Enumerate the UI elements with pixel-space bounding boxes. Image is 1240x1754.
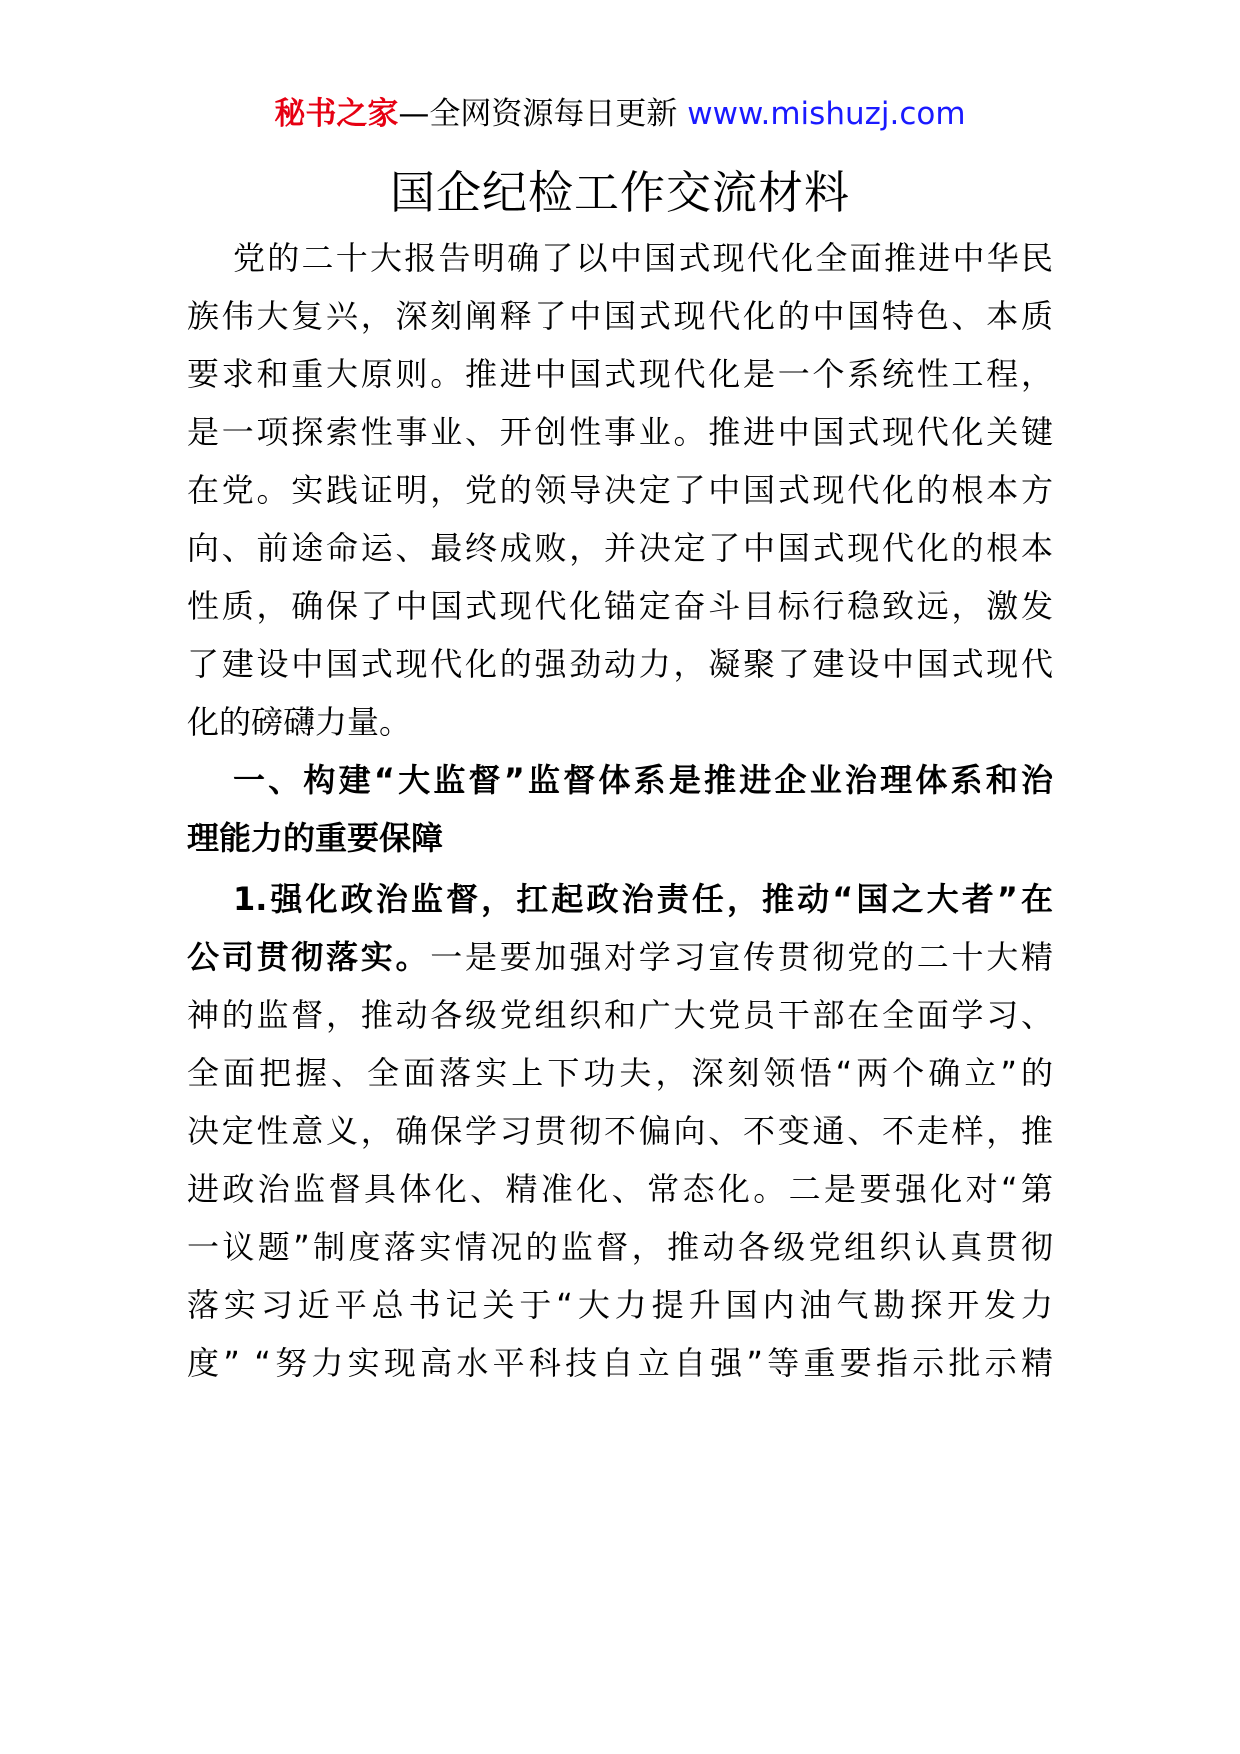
document-title: 国企纪检工作交流材料 <box>389 166 850 219</box>
paragraph-line: 党的二十大报告明确了以中国式现代化全面推进中华民 <box>233 239 1053 277</box>
paragraph-line: 化的磅礴力量。 <box>187 703 412 741</box>
paragraph-line: 要求和重大原则。推进中国式现代化是一个系统性工程， <box>187 355 1053 393</box>
paragraph-line: 进政治监督具体化、精准化、常态化。二是要强化对“第 <box>187 1170 1053 1208</box>
paragraph-line: 性质，确保了中国式现代化锚定奋斗目标行稳致远，激发 <box>187 587 1053 625</box>
paragraph-line: 度” “努力实现高水平科技自立自强”等重要指示批示精 <box>187 1344 1053 1382</box>
subsection-heading-end: 公司贯彻落实。 <box>187 938 431 976</box>
paragraph-line: 在党。实践证明，党的领导决定了中国式现代化的根本方 <box>187 471 1053 509</box>
paragraph-line <box>187 935 1053 979</box>
paragraph-line: 了建设中国式现代化的强劲动力，凝聚了建设中国式现代 <box>187 645 1053 683</box>
paragraph-line: 向、前途命运、最终成败，并决定了中国式现代化的根本 <box>187 529 1053 567</box>
paragraph-line: 是一项探索性事业、开创性事业。推进中国式现代化关键 <box>187 413 1053 451</box>
paragraph-line: 神的监督，推动各级党组织和广大党员干部在全面学习、 <box>187 996 1053 1034</box>
section-heading: 一、构建“大监督”监督体系是推进企业治理体系和治 <box>233 761 1053 799</box>
header-tagline: —全网资源每日更新 <box>398 96 688 132</box>
site-header <box>0 94 1240 134</box>
paragraph-line: 全面把握、全面落实上下功夫，深刻领悟“两个确立”的 <box>187 1054 1053 1092</box>
subsection-heading: 1.强化政治监督，扛起政治责任，推动“国之大者”在 <box>233 880 1053 918</box>
site-url-link[interactable]: www.mishuzj.com <box>687 96 966 132</box>
paragraph-text: 一是要加强对学习宣传贯彻党的二十大精 <box>430 938 1053 976</box>
brand-name: 秘书之家 <box>274 96 399 132</box>
paragraph-line: 族伟大复兴，深刻阐释了中国式现代化的中国特色、本质 <box>187 297 1053 335</box>
section-heading: 理能力的重要保障 <box>187 819 444 857</box>
paragraph-line: 落实习近平总书记关于“大力提升国内油气勘探开发力 <box>187 1286 1053 1324</box>
paragraph-line: 决定性意义，确保学习贯彻不偏向、不变通、不走样，推 <box>187 1112 1053 1150</box>
paragraph-line: 一议题”制度落实情况的监督，推动各级党组织认真贯彻 <box>187 1228 1053 1266</box>
